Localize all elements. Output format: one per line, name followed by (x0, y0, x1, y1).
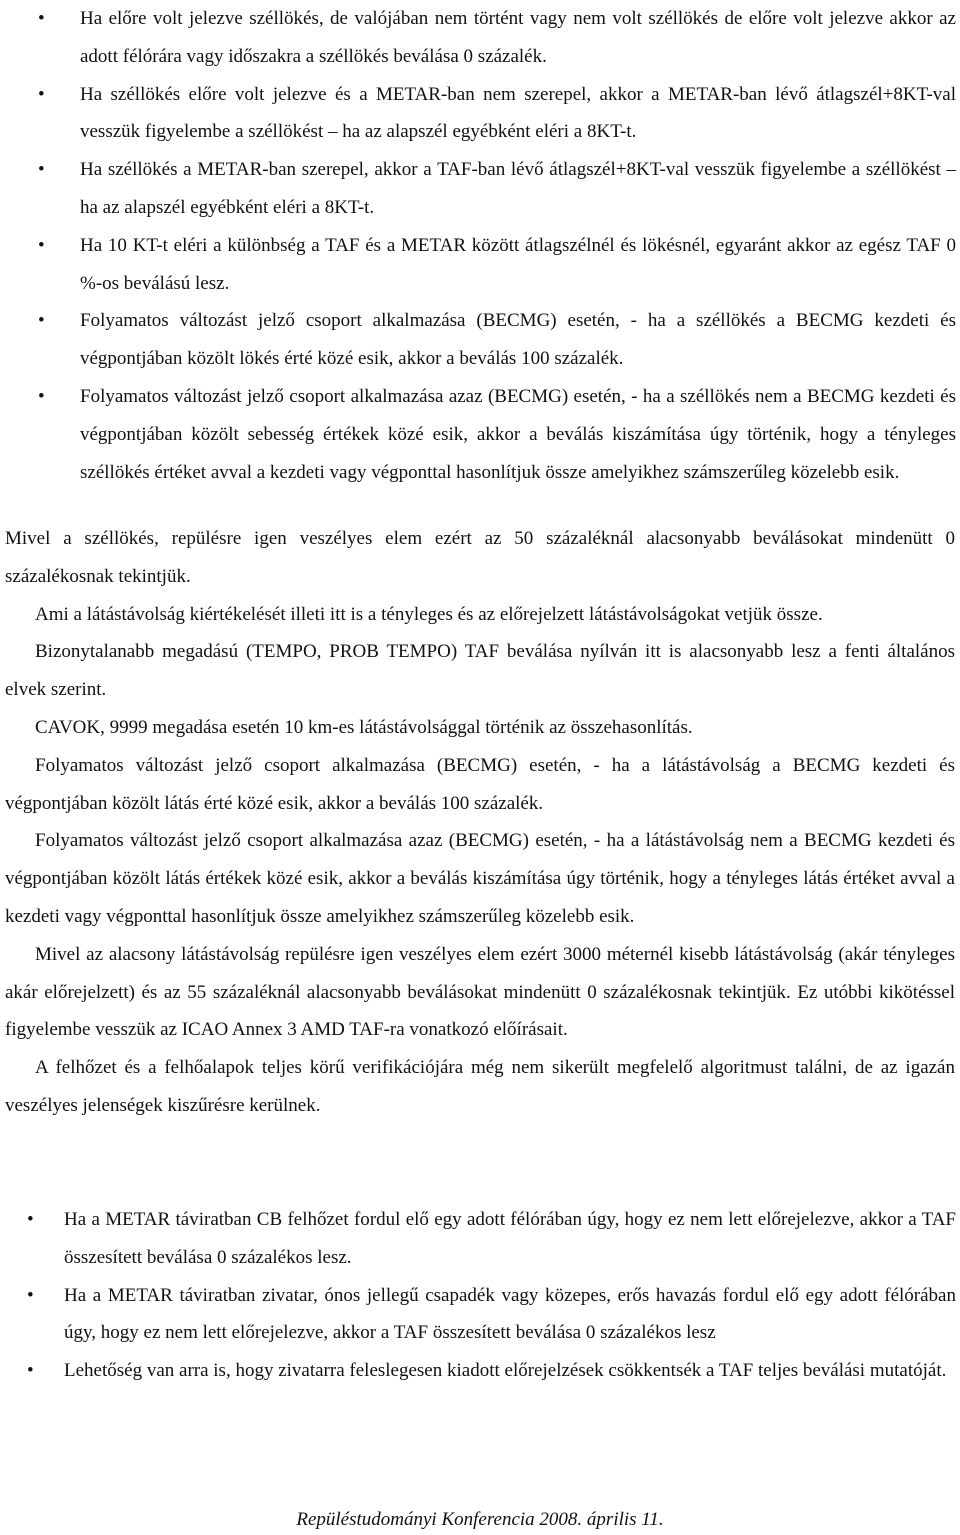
bullet-marker: • (38, 159, 45, 181)
bullet-marker: • (38, 83, 45, 105)
list-item-text: Folyamatos változást jelző csoport alkalmazása (BECMG) esetén, - ha a széllökés a BECMG kezdeti és végpontjában közölt lökés érté közé esik, akkor a beválás 100 százalék. (80, 310, 956, 370)
bullet-marker: • (38, 310, 45, 332)
paragraph: Mivel az alacsony látástávolság repülésre igen veszélyes elem ezért 3000 méternél kisebb látástávolság (akár tényleges akár előrejelzett) és az 55 százaléknál alacsonyabb beválásokat mindenütt 0 százalékosnak tekintjük. Ez utóbbi kikötéssel figyelembe vesszük az ICAO Annex 3 AMD TAF-ra vonatkozó előírásait. (5, 943, 955, 1041)
list-item (0, 1201, 960, 1277)
paragraph: Folyamatos változást jelző csoport alkalmazása azaz (BECMG) esetén, - ha a látástávolság nem a BECMG kezdeti és végpontjában közölt látás értékek közé esik, akkor a beválás kiszámítása úgy történik, hogy a tényleges látás értéket avval a kezdeti vagy végponttal hasonlítjuk össze amelyikhez számszerűleg közelebb esik. (5, 830, 955, 927)
bullet-marker: • (38, 385, 45, 407)
list-item (0, 227, 960, 303)
paragraph: Folyamatos változást jelző csoport alkalmazása (BECMG) esetén, - ha a látástávolság a BECMG kezdeti és végpontjában közölt látás érté közé esik, akkor a beválás 100 százalék. (5, 754, 955, 814)
page-footer: Repüléstudományi Konferencia 2008. április 11. (296, 1509, 664, 1530)
list-item (0, 378, 960, 491)
body-paragraphs (5, 520, 955, 1125)
list-item (0, 1352, 960, 1390)
list-item (0, 76, 960, 152)
bullet-list-bottom (0, 1201, 960, 1390)
bullet-marker: • (27, 1284, 34, 1306)
list-item-text: Ha széllökés a METAR-ban szerepel, akkor a TAF-ban lévő átlagszél+8KT-val vesszük figyelembe a széllökést – ha az alapszél egyébként eléri a 8KT-t. (80, 159, 956, 218)
bullet-marker: • (27, 1360, 34, 1382)
list-item (0, 302, 960, 378)
list-item (0, 151, 960, 227)
paragraph: CAVOK, 9999 megadása esetén 10 km-es látástávolsággal történik az összehasonlítás. (35, 716, 693, 738)
list-item (0, 1277, 960, 1353)
bullet-marker: • (38, 234, 45, 256)
paragraph: Bizonytalanabb megadású (TEMPO, PROB TEMPO) TAF beválása nyílván itt is alacsonyabb lesz a fenti általános elvek szerint. (5, 641, 955, 701)
bullet-marker: • (38, 8, 45, 29)
list-item-text: Ha a METAR táviratban zivatar, ónos jellegű csapadék vagy közepes, erős havazás fordul elő egy adott félórában úgy, hogy ez nem lett előrejelezve, akkor a TAF összesített beválása 0 százalékos lesz (64, 1284, 956, 1344)
bullet-marker: • (27, 1209, 34, 1230)
list-item-text: Lehetőség van arra is, hogy zivatarra feleslegesen kiadott előrejelzések csökkentsék a TAF teljes beválási mutatóját. (64, 1360, 947, 1382)
paragraph: Mivel a széllökés, repülésre igen veszélyes elem ezért az 50 százaléknál alacsonyabb beválásokat mindenütt 0 százalékosnak tekintjük. (5, 528, 955, 587)
list-item-text: Ha előre volt jelezve széllökés, de valójában nem történt vagy nem volt széllökés de előre volt jelezve akkor az adott félórára vagy időszakra a széllökés beválása 0 százalék. (80, 8, 956, 67)
paragraph: Ami a látástávolság kiértékelését illeti itt is a tényleges és az előrejelzett látástávolságokat vetjük össze. (35, 603, 823, 625)
list-item-text: Folyamatos változást jelző csoport alkalmazása azaz (BECMG) esetén, - ha a széllökés nem a BECMG kezdeti és végpontjában közölt sebesség értékek közé esik, akkor a beválás kiszámítása úgy történik, hogy a tényleges széllökés értéket avval a kezdeti vagy végponttal hasonlítjuk össze amelyikhez számszerűleg közelebb esik. (80, 385, 956, 483)
list-item-text: Ha 10 KT-t eléri a különbség a TAF és a METAR között átlagszélnél és lökésnél, egyaránt akkor az egész TAF 0 %-os beválású lesz. (80, 234, 956, 294)
paragraph: A felhőzet és a felhőalapok teljes körű verifikációjára még nem sikerült megfelelő algoritmust találni, de az igazán veszélyes jelenségek kiszűrésre kerülnek. (5, 1057, 955, 1116)
list-item-text: Ha a METAR táviratban CB felhőzet fordul elő egy adott félórában úgy, hogy ez nem lett előrejelezve, akkor a TAF összesített beválása 0 százalékos lesz. (64, 1209, 956, 1268)
list-item (0, 0, 960, 76)
list-item-text: Ha széllökés előre volt jelezve és a METAR-ban nem szerepel, akkor a METAR-ban lévő átlagszél+8KT-val vesszük figyelembe a széllökést – ha az alapszél egyébként eléri a 8KT-t. (80, 83, 956, 143)
bullet-list-top (0, 0, 960, 491)
